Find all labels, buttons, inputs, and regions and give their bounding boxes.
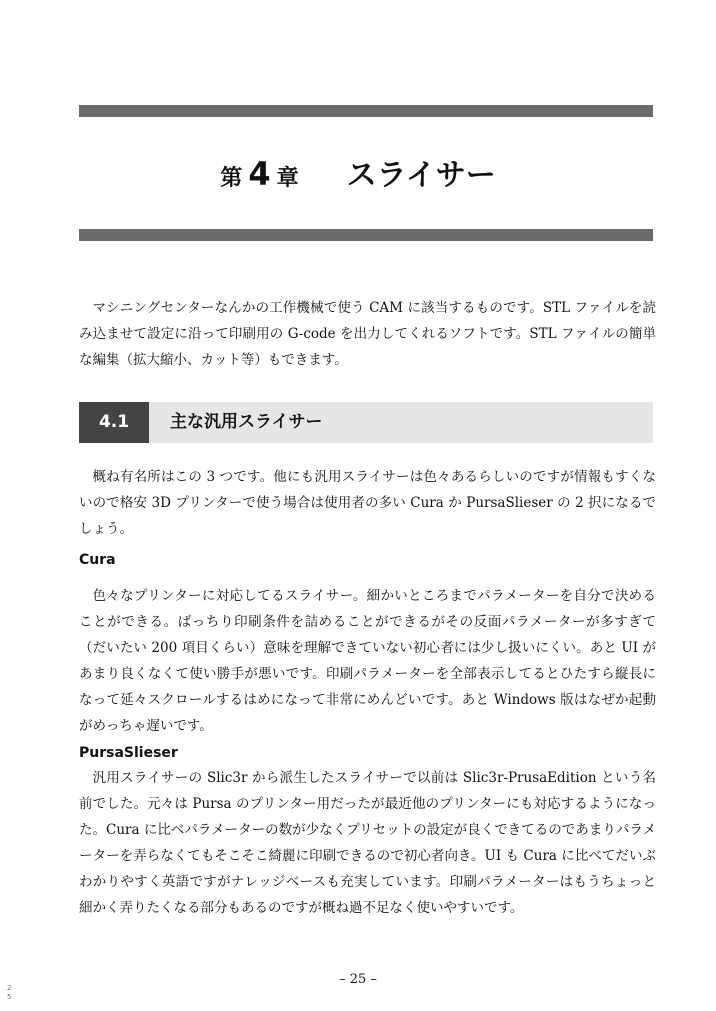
chapter-label-suffix: 章 [276, 166, 299, 191]
chapter-heading [0, 150, 716, 194]
page-number: – 25 – [339, 972, 377, 987]
section-header [79, 402, 653, 443]
chapter-rule-bottom [79, 229, 653, 241]
chapter-rule-top [79, 105, 653, 117]
chapter-number: 4 [248, 155, 271, 193]
subsection-paragraph-cura: 色々なプリンターに対応してるスライサー。細かいところまでパラメーターを自分で決めることができる。ばっちり印刷条件を詰めることができるがその反面パラメーターが多すぎて（だいたい 200 項目くらい）意味を理解できていない初心者には少し扱いにくい。あと UI があまり良くなくて使い勝手が悪いです。印刷パラメーターを全部表示してるとひたすら縦長になって延々スクロールするはめになって非常にめんどいです。あと Windows 版はなぜか起動がめっちゃ遅いです。 [79, 588, 656, 734]
chapter-label-prefix: 第 [220, 166, 243, 191]
subsection-title-pursaslieser: PursaSlieser [79, 745, 178, 761]
section-number: 4.1 [79, 402, 149, 443]
chapter-title: スライサー [346, 158, 496, 193]
section-paragraph: 概ね有名所はこの 3 つです。他にも汎用スライサーは色々あるらしいのですが情報もすくないので格安 3D プリンターで使う場合は使用者の多い Cura か PursaSlieser の 2 択になるでしょう。 [79, 469, 656, 537]
section-title: 主な汎用スライサー [170, 412, 323, 432]
intro-paragraph: マシニングセンターなんかの工作機械で使う CAM に該当するものです。STL ファイルを読み込ませて設定に沿って印刷用の G-code を出力してくれるソフトです。STL ファイルの簡単な編集（拡大縮小、カット等）もできます。 [79, 300, 656, 368]
subsection-paragraph-pursaslieser: 汎用スライサーの Slic3r から派生したスライサーで以前は Slic3r-PrusaEdition という名前でした。元々は Pursa のプリンター用だったが最近他のプリンターにも対応するようになった。Cura に比べパラメーターの数が少なくプリセットの設定が良くできてるのであまりパラメーターを弄らなくてもそこそこ綺麗に印刷できるので初心者向き。UI も Cura に比べてだいぶわかりやすく英語ですがナレッジベースも充実しています。印刷パラメーターはもうちょっと細かく弄りたくなる部分もあるのですが概ね過不足なく使いやすいです。 [79, 770, 656, 916]
subsection-title-cura: Cura [79, 552, 116, 568]
margin-page-note: 25 [7, 984, 12, 1001]
